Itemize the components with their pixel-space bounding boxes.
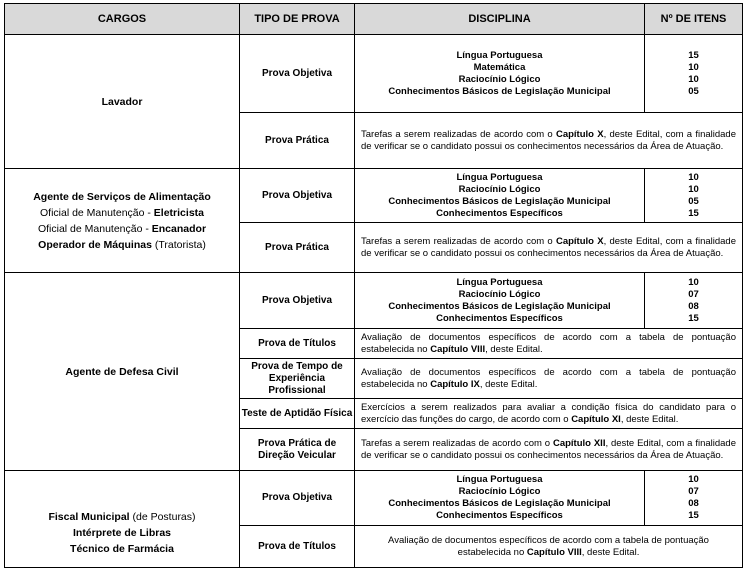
tipo-objetiva: Prova Objetiva [240, 273, 355, 329]
cargo-fiscal-municipal: Fiscal Municipal (de Posturas) [48, 511, 196, 523]
tipo-titulos: Prova de Títulos [240, 526, 355, 568]
disciplina-list [355, 471, 645, 526]
header-itens: Nº DE ITENS [645, 4, 743, 35]
itens-value: 15 [688, 510, 699, 521]
cargo-operador: Operador de Máquinas (Tratorista) [38, 238, 206, 251]
table-row [5, 169, 743, 223]
disciplina-item: Língua Portuguesa [456, 276, 543, 288]
pratica-description: Tarefas a serem realizadas de acordo com o Capítulo X, deste Edital, com a finalidade de verificar se o candidato possui os conhecimentos necessários da Área de Atuação. [355, 223, 743, 273]
tipo-objetiva: Prova Objetiva [240, 471, 355, 526]
itens-list [645, 471, 743, 526]
itens-value: 15 [688, 207, 699, 219]
table-row [5, 471, 743, 526]
disciplina-item: Raciocínio Lógico [458, 486, 541, 497]
disciplina-item: Raciocínio Lógico [458, 73, 541, 85]
tempo-description: Avaliação de documentos específicos de acordo com a tabela de pontuação estabelecida no Capítulo IX, deste Edital. [355, 359, 743, 399]
itens-value: 10 [688, 61, 699, 73]
titulos-description: Avaliação de documentos específicos de acordo com a tabela de pontuação estabelecida no Capítulo VIII, deste Edital. [355, 329, 743, 359]
disciplina-list [355, 35, 645, 113]
tipo-titulos: Prova de Títulos [240, 329, 355, 359]
disciplina-item: Matemática [473, 61, 526, 73]
header-row [5, 4, 743, 35]
cargo-tecnico-farmacia: Técnico de Farmácia [70, 543, 174, 555]
tipo-objetiva: Prova Objetiva [240, 35, 355, 113]
tipo-pratica: Prova Prática [240, 223, 355, 273]
disciplina-item: Conhecimentos Básicos de Legislação Municipal [388, 498, 611, 509]
tipo-aptidao-fisica: Teste de Aptidão Física [240, 399, 355, 429]
itens-value: 10 [688, 171, 699, 183]
disciplina-item: Raciocínio Lógico [458, 183, 541, 195]
header-disciplina: DISCIPLINA [355, 4, 645, 35]
tipo-direcao-veicular: Prova Prática de Direção Veicular [240, 429, 355, 471]
cargo-lavador: Lavador [101, 95, 143, 108]
itens-value: 08 [688, 300, 699, 312]
disciplina-item: Conhecimentos Específicos [436, 207, 563, 219]
header-cargos: CARGOS [5, 4, 240, 35]
disciplina-list [355, 273, 645, 329]
exam-table [4, 3, 743, 568]
disciplina-item: Conhecimentos Básicos de Legislação Municipal [388, 195, 611, 207]
cargo-eletricista: Oficial de Manutenção - Eletricista [39, 206, 204, 219]
cargo-interprete-libras: Intérprete de Libras [72, 527, 172, 539]
header-tipo: TIPO DE PROVA [240, 4, 355, 35]
itens-value: 05 [688, 85, 699, 97]
itens-value: 07 [688, 486, 699, 497]
aptidao-description: Exercícios a serem realizados para avaliar a condição física do candidato para o exercício das funções do cargo, de acordo com o Capítulo XI, deste Edital. [355, 399, 743, 429]
disciplina-item: Língua Portuguesa [456, 49, 543, 61]
disciplina-item: Conhecimentos Específicos [436, 312, 563, 324]
cargo-cell [5, 471, 240, 568]
table-row [5, 273, 743, 329]
itens-value: 10 [688, 183, 699, 195]
disciplina-list [355, 169, 645, 223]
disciplina-item: Língua Portuguesa [456, 474, 543, 485]
cargo-defesa-civil: Agente de Defesa Civil [65, 365, 179, 378]
itens-value: 07 [688, 288, 699, 300]
pratica-description: Tarefas a serem realizadas de acordo com o Capítulo X, deste Edital, com a finalidade de verificar se o candidato possui os conhecimentos necessários da Área de Atuação. [355, 113, 743, 169]
cargo-encanador: Oficial de Manutenção - Encanador [37, 222, 207, 235]
itens-value: 10 [688, 73, 699, 85]
itens-list [645, 169, 743, 223]
tipo-objetiva: Prova Objetiva [240, 169, 355, 223]
itens-value: 10 [688, 276, 699, 288]
itens-value: 08 [688, 498, 699, 509]
cargo-cell [5, 169, 240, 273]
cargo-cell [5, 273, 240, 471]
table-row [5, 35, 743, 113]
disciplina-item: Conhecimentos Específicos [436, 510, 563, 521]
itens-list [645, 273, 743, 329]
disciplina-item: Língua Portuguesa [456, 171, 543, 183]
disciplina-item: Raciocínio Lógico [458, 288, 541, 300]
tipo-tempo-experiencia: Prova de Tempo de Experiência Profissional [240, 359, 355, 399]
titulos-description: Avaliação de documentos específicos de acordo com a tabela de pontuação estabelecida no Capítulo VIII, deste Edital. [355, 526, 743, 568]
cargo-agente-alimentacao: Agente de Serviços de Alimentação [33, 190, 211, 203]
cargo-cell [5, 35, 240, 169]
itens-value: 15 [688, 49, 699, 61]
tipo-pratica: Prova Prática [240, 113, 355, 169]
disciplina-item: Conhecimentos Básicos de Legislação Municipal [388, 85, 611, 97]
itens-value: 05 [688, 195, 699, 207]
itens-value: 15 [688, 312, 699, 324]
itens-value: 10 [688, 474, 699, 485]
direcao-description: Tarefas a serem realizadas de acordo com o Capítulo XII, deste Edital, com a finalidade de verificar se o candidato possui os conhecimentos necessários da Área de Atuação. [355, 429, 743, 471]
disciplina-item: Conhecimentos Básicos de Legislação Municipal [388, 300, 611, 312]
itens-list [645, 35, 743, 113]
